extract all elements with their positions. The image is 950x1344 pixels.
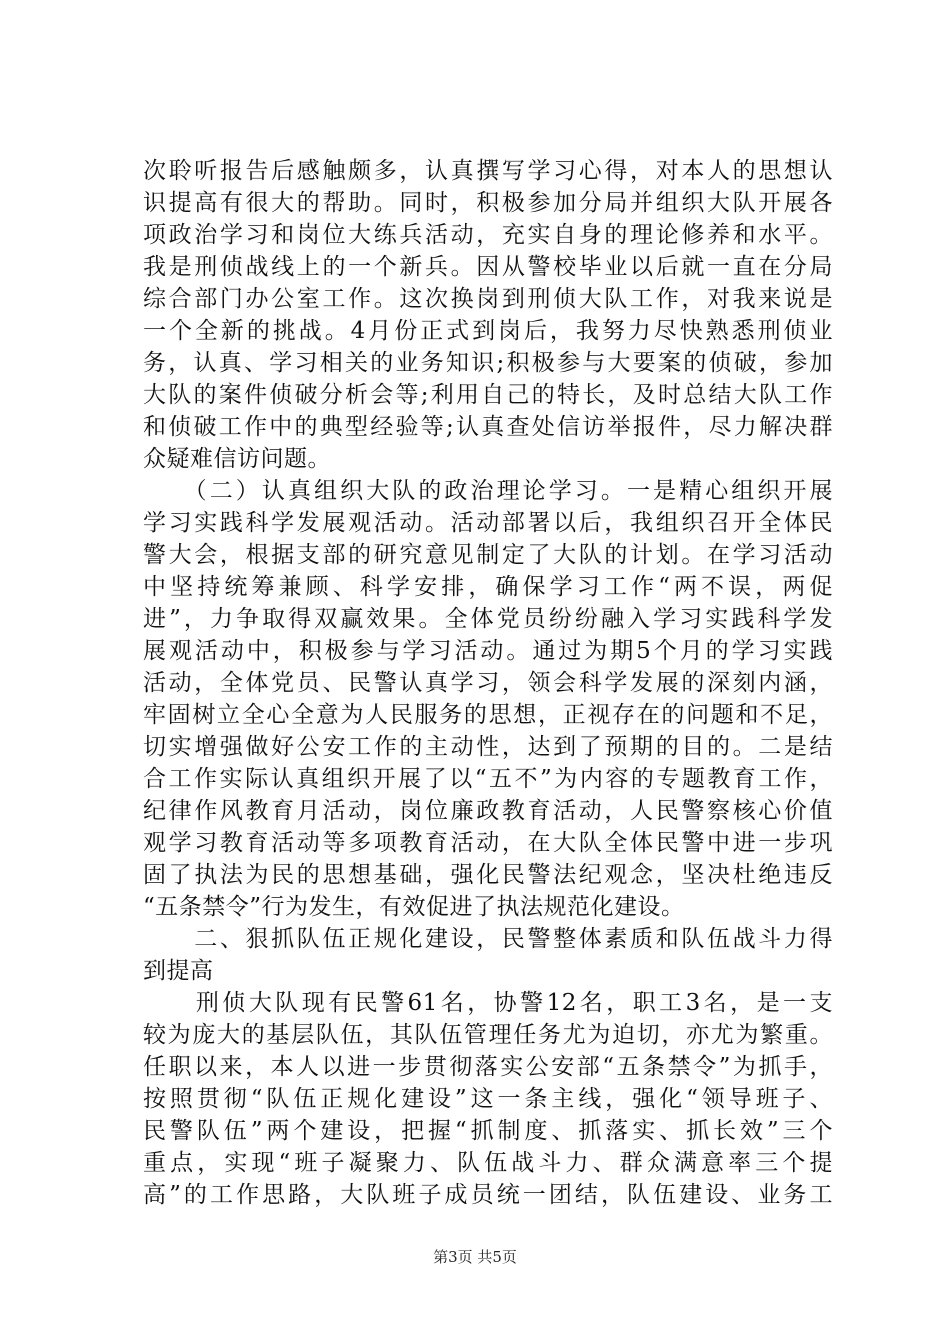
text-line: 切实增强做好公安工作的主动性，达到了预期的目的。二是结 [143,734,833,760]
text-line: 众疑难信访问题。 [143,446,331,472]
text-line: 进”，力争取得双赢效果。全体党员纷纷融入学习实践科学发 [143,606,833,632]
text-line: “五条禁令”行为发生，有效促进了执法规范化建设。 [143,894,685,920]
text-line: 重点，实现“班子凝聚力、队伍战斗力、群众满意率三个提 [143,1150,833,1176]
page-footer: 第3页 共5页 [433,1248,517,1266]
text-line: 较为庞大的基层队伍，其队伍管理任务尤为迫切，亦尤为繁重。 [143,1022,833,1048]
text-line: 一个全新的挑战。4月份正式到岗后，我努力尽快熟悉刑侦业 [143,318,833,344]
text-line: 任职以来，本人以进一步贯彻落实公安部“五条禁令”为抓手， [143,1054,833,1080]
text-line: 刑侦大队现有民警61名，协警12名，职工3名，是一支 [143,990,833,1016]
text-line: 大队的案件侦破分析会等;利用自己的特长，及时总结大队工作 [143,382,833,408]
text-line: 观学习教育活动等多项教育活动，在大队全体民警中进一步巩 [143,830,833,856]
text-line: 务，认真、学习相关的业务知识;积极参与大要案的侦破，参加 [143,350,833,376]
text-line: 中坚持统筹兼顾、科学安排，确保学习工作“两不误，两促 [143,574,833,600]
text-line: 识提高有很大的帮助。同时，积极参加分局并组织大队开展各 [143,190,833,216]
section-heading-line: 到提高 [143,958,214,984]
body-text [143,155,833,1211]
text-line: 固了执法为民的思想基础，强化民警法纪观念，坚决杜绝违反 [143,862,833,888]
text-line: 展观活动中，积极参与学习活动。通过为期5个月的学习实践 [143,638,833,664]
section-heading-line: 二、狠抓队伍正规化建设，民警整体素质和队伍战斗力得 [143,926,833,952]
text-line: 和侦破工作中的典型经验等;认真查处信访举报件，尽力解决群 [143,414,833,440]
text-line: 牢固树立全心全意为人民服务的思想，正视存在的问题和不足， [143,702,833,728]
text-line: 高”的工作思路，大队班子成员统一团结，队伍建设、业务工 [143,1182,833,1208]
text-line: 学习实践科学发展观活动。活动部署以后，我组织召开全体民 [143,510,833,536]
text-line: 合工作实际认真组织开展了以“五不”为内容的专题教育工作， [143,766,833,792]
text-line: 我是刑侦战线上的一个新兵。因从警校毕业以后就一直在分局 [143,254,833,280]
text-line: 民警队伍”两个建设，把握“抓制度、抓落实、抓长效”三个 [143,1118,833,1144]
text-line: 综合部门办公室工作。这次换岗到刑侦大队工作，对我来说是 [143,286,833,312]
text-line: 按照贯彻“队伍正规化建设”这一条主线，强化“领导班子、 [143,1086,833,1112]
text-line: 纪律作风教育月活动，岗位廉政教育活动，人民警察核心价值 [143,798,833,824]
text-line: 项政治学习和岗位大练兵活动，充实自身的理论修养和水平。 [143,222,833,248]
text-line: 次聆听报告后感触颇多，认真撰写学习心得，对本人的思想认 [143,158,833,184]
text-line: （二）认真组织大队的政治理论学习。一是精心组织开展 [143,478,833,504]
text-line: 活动，全体党员、民警认真学习，领会科学发展的深刻内涵， [143,670,833,696]
text-line: 警大会，根据支部的研究意见制定了大队的计划。在学习活动 [143,542,833,568]
